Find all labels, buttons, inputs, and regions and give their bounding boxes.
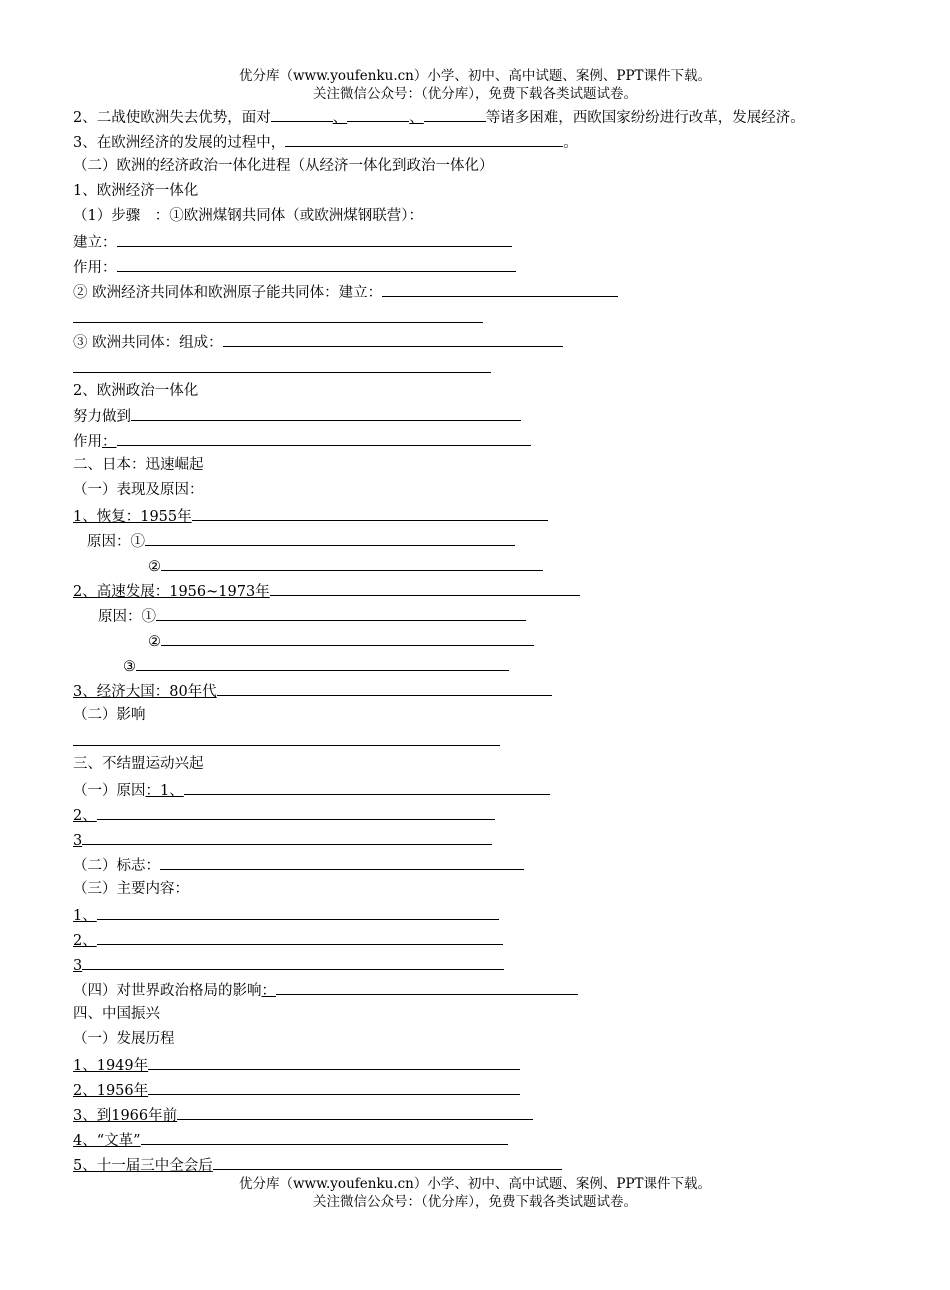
answer-blank[interactable] [382,281,618,297]
answer-blank[interactable] [217,680,552,696]
eu-economic-heading: 1、欧洲经济一体化 [73,183,199,199]
nam-content-heading: （三）主要内容： [73,881,189,897]
steps-line: （1）步骤 ：①欧洲煤钢共同体（或欧洲煤钢联营）： [73,208,423,224]
nam-mark-line: （二）标志： [73,854,524,876]
answer-blank[interactable] [73,745,500,746]
japan-heading: 二、日本：迅速崛起 [73,457,204,473]
nam-content-1: 1、 [73,904,499,926]
answer-blank[interactable] [73,372,491,373]
answer-blank[interactable] [141,1129,508,1145]
eu-political-heading: 2、欧洲政治一体化 [73,383,199,399]
answer-blank[interactable] [161,630,534,646]
footer-line-1: 优分库（www.youfenku.cn）小学、初中、高中试题、案例、PPT课件下载。 [238,1176,712,1192]
section-eu-integration: （二）欧洲的经济政治一体化进程（从经济一体化到政治一体化） [73,158,494,174]
answer-blank[interactable] [192,505,548,521]
establish-line: 建立： [73,231,512,253]
nam-cause-2: 2、 [73,804,495,826]
answer-blank[interactable] [131,405,521,421]
china-heading: 四、中国振兴 [73,1006,160,1022]
china-after-third-plenum: 5、十一届三中全会后 [73,1154,562,1176]
footer-line-2: 关注微信公众号：（优分库），免费下载各类试题试卷。 [313,1194,637,1210]
china-history-heading: （一）发展历程 [73,1031,175,1047]
answer-blank[interactable] [276,979,578,995]
answer-blank[interactable] [177,1104,533,1120]
answer-blank[interactable] [160,854,524,870]
nam-content-2: 2、 [73,929,503,951]
japan-influence-heading: （二）影响 [73,707,146,723]
answer-blank[interactable] [117,430,531,446]
answer-blank[interactable] [145,530,515,546]
answer-blank[interactable] [73,322,483,323]
japan-performance-heading: （一）表现及原因： [73,482,204,498]
japan-recovery-line: 1、恢复：1955年 [73,505,548,527]
header-line-1: 优分库（www.youfenku.cn）小学、初中、高中试题、案例、PPT课件下载。 [238,68,712,84]
answer-blank[interactable] [347,106,409,122]
answer-blank[interactable] [82,954,504,970]
ec-line: ③ 欧洲共同体：组成： [73,331,563,353]
china-before-1966: 3、到1966年前 [73,1104,533,1126]
header-line-2: 关注微信公众号：（优分库），免费下载各类试题试卷。 [313,86,637,102]
japan-rapid-reason-3: ③ [123,655,509,677]
japan-rapid-reason-1: 原因：① [98,605,526,627]
china-1956: 2、1956年 [73,1079,520,1101]
answer-blank[interactable] [161,555,543,571]
answer-blank[interactable] [148,1079,520,1095]
japan-power-line: 3、经济大国：80年代 [73,680,552,702]
nam-cause-line: （一）原因：1、 [73,779,550,801]
effect-line: 作用： [73,256,516,278]
answer-blank[interactable] [117,231,512,247]
answer-blank[interactable] [97,904,499,920]
nam-content-3: 3 [73,954,504,976]
china-cultural-revolution: 4、“文革” [73,1129,508,1151]
answer-blank[interactable] [148,1054,520,1070]
eec-line: ② 欧洲经济共同体和欧洲原子能共同体：建立： [73,281,618,303]
answer-blank[interactable] [184,779,550,795]
answer-blank[interactable] [117,256,516,272]
answer-blank[interactable] [424,106,486,122]
page-header [0,67,950,103]
nam-heading: 三、不结盟运动兴起 [73,756,204,772]
page-footer [0,1175,950,1211]
answer-blank[interactable] [156,605,526,621]
question-3: 3、在欧洲经济的发展的过程中， 。 [73,131,578,153]
answer-blank[interactable] [213,1154,562,1170]
japan-rapid-line: 2、高速发展：1956~1973年 [73,580,580,602]
nam-impact-line: （四）对世界政治格局的影响： [73,979,578,1001]
japan-rapid-reason-2: ② [148,630,534,652]
japan-reason-1: 原因：① [87,530,515,552]
answer-blank[interactable] [223,331,563,347]
japan-reason-2: ② [148,555,543,577]
answer-blank[interactable] [97,804,495,820]
question-2: 2、二战使欧洲失去优势，面对 、 、 等诸多困难，西欧国家纷纷进行改革，发展经济。 [73,106,805,128]
effort-line: 努力做到 [73,405,521,427]
answer-blank[interactable] [97,929,503,945]
answer-blank[interactable] [271,106,333,122]
china-1949: 1、1949年 [73,1054,520,1076]
effect-line-2: 作用： [73,430,531,452]
nam-cause-3: 3 [73,829,492,851]
answer-blank[interactable] [136,655,509,671]
answer-blank[interactable] [82,829,492,845]
answer-blank[interactable] [270,580,580,596]
answer-blank[interactable] [285,131,563,147]
